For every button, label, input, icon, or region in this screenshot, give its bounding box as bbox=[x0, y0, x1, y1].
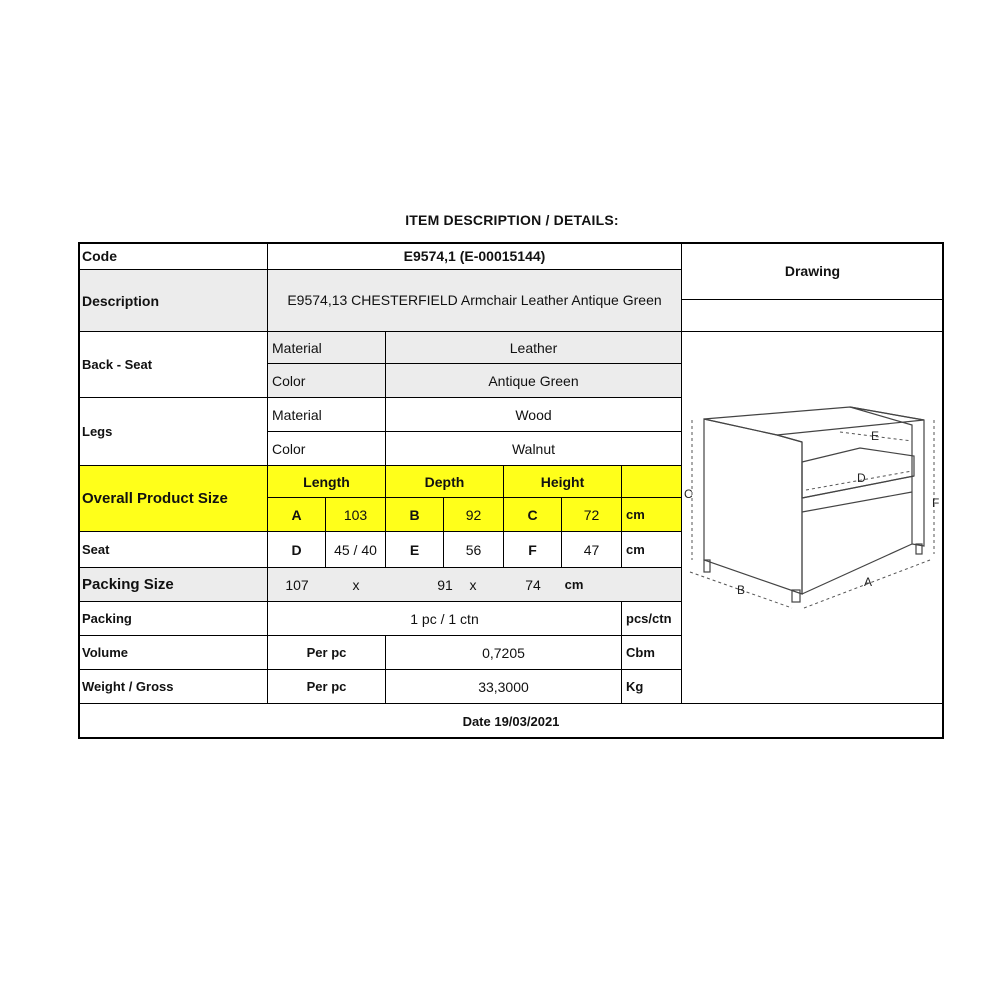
date-footer: Date 19/03/2021 bbox=[462, 714, 560, 729]
back-seat-color: Antique Green bbox=[386, 364, 682, 398]
description-label: Description bbox=[78, 270, 268, 332]
packing-size-values bbox=[268, 568, 682, 602]
legs-label: Legs bbox=[78, 398, 268, 466]
dim-b-letter: B bbox=[386, 498, 444, 532]
code-value: E9574,1 (E-00015144) bbox=[268, 242, 682, 270]
volume-unit: Cbm bbox=[622, 636, 682, 670]
dim-f-value: 47 bbox=[562, 532, 622, 568]
dim-c-value: 72 bbox=[562, 498, 622, 532]
dim-c-letter: C bbox=[504, 498, 562, 532]
unit-header-blank bbox=[622, 466, 682, 498]
packing-width: 91 bbox=[437, 576, 453, 593]
dim-e-value: 56 bbox=[444, 532, 504, 568]
diagram-label-f: F bbox=[932, 496, 940, 510]
packing-size-unit: cm bbox=[564, 577, 584, 592]
diagram-label-b: B bbox=[737, 583, 746, 597]
dim-d-value: 45 / 40 bbox=[326, 532, 386, 568]
description-value: E9574,13 CHESTERFIELD Armchair Leather Antique Green bbox=[268, 270, 682, 332]
code-label: Code bbox=[78, 242, 268, 270]
legs-color: Walnut bbox=[386, 432, 682, 466]
back-seat-material-label: Material bbox=[268, 332, 386, 364]
dim-unit: cm bbox=[622, 498, 682, 532]
depth-header: Depth bbox=[386, 466, 504, 498]
volume-per: Per pc bbox=[268, 636, 386, 670]
drawing-spacer bbox=[682, 300, 944, 332]
diagram-label-d: D bbox=[857, 471, 866, 485]
legs-color-label: Color bbox=[268, 432, 386, 466]
dim-a-value: 103 bbox=[326, 498, 386, 532]
document-title: ITEM DESCRIPTION / DETAILS: bbox=[405, 212, 619, 228]
overall-size-label: Overall Product Size bbox=[78, 466, 268, 532]
drawing-label: Drawing bbox=[682, 242, 944, 300]
weight-value: 33,3000 bbox=[386, 670, 622, 704]
packing-x2: x bbox=[469, 576, 477, 593]
weight-unit: Kg bbox=[622, 670, 682, 704]
seat-label: Seat bbox=[78, 532, 268, 568]
packing-x1: x bbox=[352, 576, 360, 593]
dim-a-letter: A bbox=[268, 498, 326, 532]
legs-material: Wood bbox=[386, 398, 682, 432]
height-header: Height bbox=[504, 466, 622, 498]
volume-label: Volume bbox=[78, 636, 268, 670]
armchair-drawing bbox=[682, 332, 944, 704]
dim-f-letter: F bbox=[504, 532, 562, 568]
legs-material-label: Material bbox=[268, 398, 386, 432]
details-table bbox=[78, 242, 944, 739]
back-seat-color-label: Color bbox=[268, 364, 386, 398]
seat-unit: cm bbox=[622, 532, 682, 568]
packing-size-label: Packing Size bbox=[78, 568, 268, 602]
back-seat-label: Back - Seat bbox=[78, 332, 268, 398]
packing-label: Packing bbox=[78, 602, 268, 636]
volume-value: 0,7205 bbox=[386, 636, 622, 670]
diagram-label-a: A bbox=[864, 575, 873, 589]
packing-value: 1 pc / 1 ctn bbox=[268, 602, 622, 636]
weight-label: Weight / Gross bbox=[78, 670, 268, 704]
diagram-label-e: E bbox=[871, 429, 880, 443]
diagram-label-c: C bbox=[684, 487, 693, 501]
packing-unit: pcs/ctn bbox=[622, 602, 682, 636]
length-header: Length bbox=[268, 466, 386, 498]
packing-length: 107 bbox=[285, 576, 309, 593]
weight-per: Per pc bbox=[268, 670, 386, 704]
back-seat-material: Leather bbox=[386, 332, 682, 364]
packing-height: 74 bbox=[525, 576, 541, 593]
dim-b-value: 92 bbox=[444, 498, 504, 532]
dim-d-letter: D bbox=[268, 532, 326, 568]
dim-e-letter: E bbox=[386, 532, 444, 568]
